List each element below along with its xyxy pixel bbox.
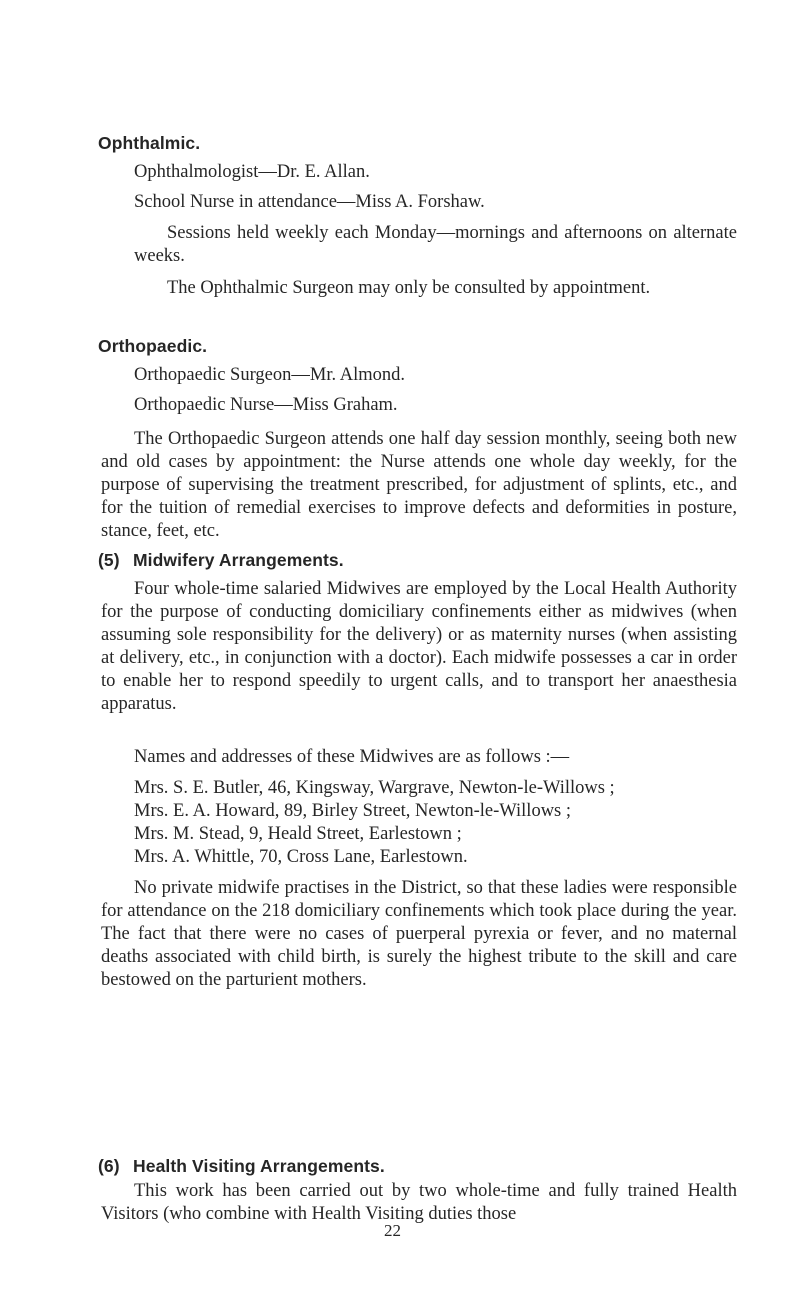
orthopaedic-nurse-line: Orthopaedic Nurse—Miss Graham. [134,395,398,415]
midwife-address-4: Mrs. A. Whittle, 70, Cross Lane, Earlestown. [134,847,468,867]
orthopaedic-paragraph-text: The Orthopaedic Surgeon attends one half day session monthly, seeing both new and old cases by appointment: the Nurse attends one whole day weekly, for the purpose of supervising the treatment prescribed, for adjustment of splints, etc., and for the tuition of remedial exercises to improve defects and deformities in posture, stance, feet, etc. [101,429,737,541]
health-visiting-paragraph [101,1180,737,1226]
ophthalmologist-line: Ophthalmologist—Dr. E. Allan. [134,162,370,182]
heading-ophthalmic: Ophthalmic. [98,133,201,153]
ophthalmic-consult-text: The Ophthalmic Surgeon may only be consulted by appointment. [167,278,651,298]
section-number-6: (6) [98,1156,120,1176]
ophthalmic-sessions-text: Sessions held weekly each Monday—mornings and afternoons on alternate weeks. [134,223,737,266]
orthopaedic-surgeon-line: Orthopaedic Surgeon—Mr. Almond. [134,365,405,385]
heading-midwifery [98,550,344,571]
midwifery-paragraph [101,578,737,716]
midwife-address-3: Mrs. M. Stead, 9, Heald Street, Earlestown ; [134,824,462,844]
section-number-5: (5) [98,550,120,570]
midwife-address-2: Mrs. E. A. Howard, 89, Birley Street, Newton-le-Willows ; [134,801,572,821]
midwife-address-1: Mrs. S. E. Butler, 46, Kingsway, Wargrave, Newton-le-Willows ; [134,778,615,798]
school-nurse-line: School Nurse in attendance—Miss A. Forshaw. [134,192,485,212]
heading-health-visiting [98,1156,385,1177]
health-visiting-heading-text: Health Visiting Arrangements. [133,1156,385,1176]
health-visiting-paragraph-text: This work has been carried out by two whole-time and fully trained Health Visitors (who combine with Health Visiting duties those [101,1181,737,1224]
ophthalmic-sessions-paragraph [134,222,737,268]
midwifery-paragraph-text: Four whole-time salaried Midwives are employed by the Local Health Authority for the purpose of conducting domiciliary confinements either as midwives (when assuming sole responsibility for the delivery) or as maternity nurses (when assisting at delivery, etc., in conjunction with a doctor). Each midwife possesses a car in order to enable her to respond speedily to urgent calls, and to transport her anaesthesia apparatus. [101,579,737,714]
ophthalmic-consult-paragraph [134,277,737,300]
orthopaedic-paragraph [101,428,737,543]
midwifery-heading-text: Midwifery Arrangements. [133,550,344,570]
midwives-intro-line: Names and addresses of these Midwives are as follows :— [134,747,570,767]
page-number: 22 [384,1221,401,1240]
heading-orthopaedic: Orthopaedic. [98,336,208,356]
private-midwife-paragraph-text: No private midwife practises in the District, so that these ladies were responsible for attendance on the 218 domiciliary confinements which took place during the year. The fact that there were no cases of puerperal pyrexia or fever, and no maternal deaths associated with child birth, is surely the highest tribute to the skill and care bestowed on the parturient mothers. [101,878,737,990]
private-midwife-paragraph [101,877,737,992]
